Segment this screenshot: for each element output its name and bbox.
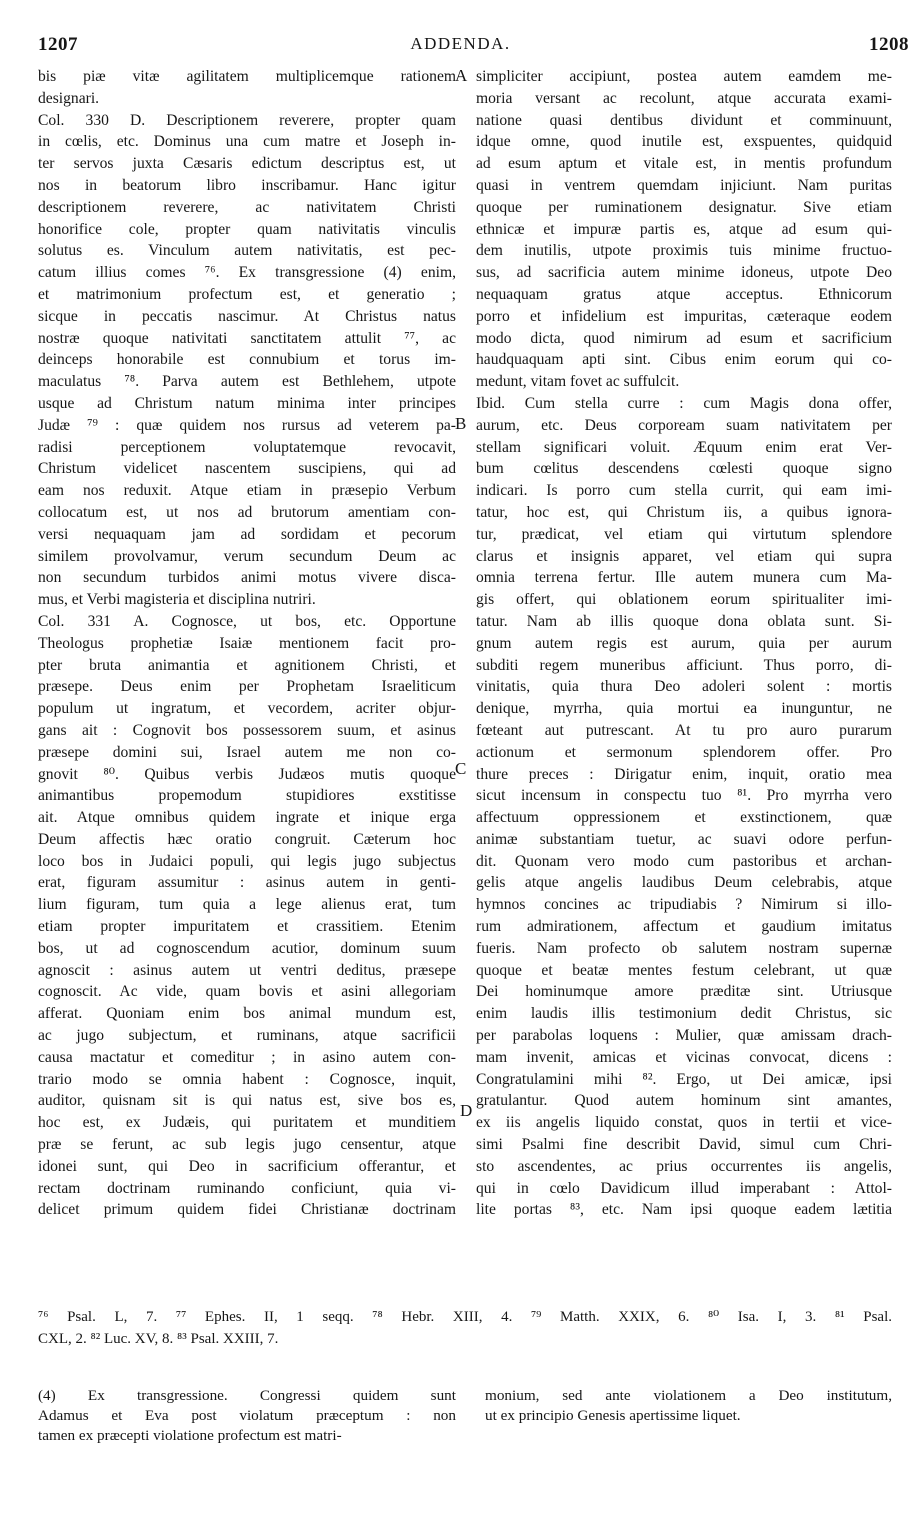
text-line: præsepe domini sui, Israel autem me non co-: [38, 743, 456, 761]
text-line: radisi perceptionem voluptatemque revocavit,: [38, 438, 456, 456]
text-line: cognoscit. Ac vide, quam bovis et asini allegoriam: [38, 983, 456, 1001]
text-line: bis piæ vitæ agilitatem multiplicemque rationem: [38, 68, 456, 85]
text-line: modo dicta, quod nimirum ad esum et sacrificium: [476, 329, 892, 347]
column-marker-b: B: [455, 414, 467, 433]
text-line: nostræ quoque nativitati sanctitatem attulit ⁷⁷, ac: [38, 329, 456, 347]
note-line: (4) Ex transgressione. Congressi quidem sunt: [38, 1387, 456, 1404]
text-line: tur, prædicat, vel etiam qui virtutum splendore: [476, 525, 892, 543]
text-line: simi Psalmi fine describit David, simul cum Chri-: [476, 1136, 892, 1154]
text-line: auditor, quisnam sit is qui natus est, sive bos es,: [38, 1092, 456, 1110]
note-line: tamen ex præcepti violatione profectum est matri-: [38, 1427, 342, 1444]
text-line: Dei hominumque amore præditæ sint. Utriusque: [476, 983, 892, 1001]
text-line: sus, ad sacrificia autem minime idoneus, utpote Deo: [476, 264, 892, 282]
text-line: agnoscit : asinus autem ut ventri deditus, præsepe: [38, 961, 456, 979]
text-line: tatur, hoc est, qui Christum iis, a quibus ignora-: [476, 503, 892, 521]
text-line: gis offert, qui oblationem eorum spiritualiter imi-: [476, 591, 892, 609]
text-line: bos, ut ad cognoscendum acutior, dominum suum: [38, 939, 456, 957]
text-line: ter servos juxta Cæsaris edictum descriptus est, ut: [38, 155, 456, 173]
text-line: thure preces : Dirigatur enim, inquit, oratio mea: [476, 765, 892, 783]
right-column: [476, 66, 892, 1221]
note-line: Adamus et Eva post violatum præceptum : non: [38, 1407, 456, 1424]
text-line: non secundum turbidos animi motus vivere disca-: [38, 569, 456, 587]
text-line: erat, figuram assumitur : asinus autem in genti-: [38, 874, 456, 892]
text-line: Judæ ⁷⁹ : quæ quidem nos rursus ad veterem pa-: [38, 416, 456, 434]
text-line: Theologus prophetiæ Isaiæ mentionem facit pro-: [38, 634, 456, 652]
text-line: lium figuram, tum quia a lege alienus erat, tum: [38, 896, 456, 914]
text-line: similem provolvamur, verum secundum Deum ac: [38, 547, 456, 565]
text-line: ethnicæ et impuræ partis es, atque ad esum qui-: [476, 220, 892, 238]
text-line: natione quasi dentibus dividunt et comminuunt,: [476, 111, 892, 129]
column-marker-d: D: [460, 1101, 473, 1120]
text-line: designari.: [38, 89, 100, 107]
text-line: Christum videlicet nascentem suscipiens, qui ad: [38, 460, 456, 478]
text-line: catum illius comes ⁷⁶. Ex transgressione (4) enim,: [38, 264, 456, 282]
text-line: ad esum aptum et vitale est, in mentis profundum: [476, 155, 892, 173]
text-line: idque omne, quod inutile est, exspuentes, quidquid: [476, 133, 892, 151]
text-line: nos in beatorum libro inscribamur. Hanc igitur: [38, 176, 456, 194]
text-line: gratulantur. Quod autem hominum sint amantes,: [476, 1092, 892, 1110]
text-line: stellam significari voluit. Æquum enim erat Ver-: [476, 438, 892, 456]
text-line: præ se ferunt, ac sub legis jugo censentur, atque: [38, 1136, 456, 1154]
text-line: loco bos in Judaici populi, qui legis jugo subjectus: [38, 852, 456, 870]
text-line: nequaquam gratus atque acceptus. Ethnicorum: [476, 285, 892, 303]
text-line: ac jugo subjectum, et ruminans, atque sacrificii: [38, 1027, 456, 1045]
text-line: lite portas ⁸³, etc. Nam ipsi quoque eadem lætitia: [476, 1201, 892, 1219]
text-line: collocatum est, ut nos ad brutorum amentiam con-: [38, 503, 456, 521]
text-line: rum admirationem, affectum et gaudium imitatus: [476, 918, 892, 936]
text-line: qui in cœlo Davidicum illud imperabant : Attol-: [476, 1179, 892, 1197]
text-line: hoc est, ex Judæis, qui puritatem et munditiem: [38, 1114, 456, 1132]
text-line: tatur. Nam ab illis quoque dona oblata sunt. Si-: [476, 612, 892, 630]
text-line: populum ut ingratum, et vecordem, acriter objur-: [38, 700, 456, 718]
text-line: indicari. Is porro cum stella currit, qui eam imi-: [476, 482, 892, 500]
text-line: actionum et sermonum splendorem offer. Pro: [476, 743, 892, 761]
text-line: et matrimonium profectum est, et generatio ;: [38, 285, 456, 303]
text-line: subditi regem muneribus afficiunt. Thus porro, di-: [476, 656, 892, 674]
text-line: aurum, etc. Deus corpoream suam nativitatem per: [476, 416, 892, 434]
column-marker-c: C: [455, 759, 467, 778]
text-line: versi nequaquam jam ad sordidam et pecorum: [38, 525, 456, 543]
text-line: gelis atque angelis laudibus Deum celebrabis, atque: [476, 874, 892, 892]
text-line: gnovit ⁸⁰. Quibus verbis Judæos mutis quoque: [38, 765, 456, 783]
text-line: eam nos reduxit. Atque etiam in præsepio Verbum: [38, 482, 456, 500]
running-title: ADDENDA.: [410, 34, 511, 53]
footnotes: [38, 1306, 892, 1350]
text-line: quoque et beatæ mentes festum celebrant, ut quæ: [476, 961, 892, 979]
text-line: porro et infidelium est impuritas, cæteraque eodem: [476, 307, 892, 325]
text-line: vinitatis, quia thura Deo adoleri solent : mortis: [476, 678, 892, 696]
text-line: sicque in peccatis nascimur. At Christus natus: [38, 307, 456, 325]
text-line: sto ascendentes, ac prius occurrentes iis angelis,: [476, 1157, 892, 1175]
text-line: animæ substantiam tuetur, ac suavi odore perfun-: [476, 830, 892, 848]
text-line: delicet primum quidem fidei Christianæ doctrinam: [38, 1201, 456, 1219]
column-marker-a: A: [455, 66, 468, 85]
text-line: dit. Quonam vero modo cum pastoribus et archan-: [476, 852, 892, 870]
text-line: Congratulamini mihi ⁸². Ergo, ut Dei amicæ, ipsi: [476, 1070, 892, 1088]
left-page-number: 1207: [38, 34, 78, 55]
text-line: honorifice cole, propter quam nativitatis vinculis: [38, 220, 456, 238]
text-line: denique, myrrha, quia mortui ea inunguntur, ne: [476, 700, 892, 718]
text-line: fœteant aut putrescant. At tu pro auro purarum: [476, 721, 892, 739]
text-line: idonei sunt, qui Deo in sacrificium offerantur, et: [38, 1157, 456, 1175]
text-line: præsepe. Deus enim per Prophetam Israeliticum: [38, 678, 456, 696]
text-line: medunt, vitam fovet ac suffulcit.: [476, 373, 680, 391]
text-line: hymnos concines ac tripudiabis ? Nimirum si illo-: [476, 896, 892, 914]
text-line: pter bruta animantia et agnitionem Christi, et: [38, 656, 456, 674]
note-line: ut ex principio Genesis apertissime liquet.: [485, 1407, 741, 1424]
text-line: bum cœlitus descendens cœlesti quoque signo: [476, 460, 892, 478]
text-line: clarus et insignis apparet, vel etiam qui supra: [476, 547, 892, 565]
text-line: maculatus ⁷⁸. Parva autem est Bethlehem, utpote: [38, 373, 456, 391]
text-line: trario modo se omnia habent : Cognosce, inquit,: [38, 1070, 456, 1088]
text-line: dem inutilis, utpote proximis tuis minime fructuo-: [476, 242, 892, 260]
text-line: omnia terrena fertur. Ille autem munera cum Ma-: [476, 569, 892, 587]
text-line: quasi in ventrem quemdam injiciunt. Nam puritas: [476, 176, 892, 194]
left-column: [38, 66, 456, 1221]
text-line: in cœlis, etc. Dominus una cum matre et Joseph in-: [38, 133, 456, 151]
editor-note-left: [38, 1386, 456, 1446]
text-line: mam invenit, amicas et vicinas convocat, dicens :: [476, 1048, 892, 1066]
text-line: mus, et Verbi magisteria et disciplina nutriri.: [38, 591, 316, 609]
text-line: afferat. Quoniam enim bos animal mundum est,: [38, 1005, 456, 1023]
text-line: deinceps honorabile est connubium et torus im-: [38, 351, 456, 369]
text-line: solutus es. Vinculum autem nativitatis, est pec-: [38, 242, 456, 260]
text-line: Col. 331 A. Cognosce, ut bos, etc. Opportune: [38, 612, 456, 630]
text-line: Col. 330 D. Descriptionem reverere, propter quam: [38, 111, 456, 129]
right-page-number: 1208: [869, 34, 909, 55]
note-line: monium, sed ante violationem a Deo institutum,: [485, 1387, 892, 1404]
text-line: affectuum oppressionem et exstinctionem, quæ: [476, 809, 892, 827]
text-line: animantibus propemodum stupidiores exstitisse: [38, 787, 456, 805]
footnote-line: ⁷⁶ Psal. L, 7. ⁷⁷ Ephes. II, 1 seqq. ⁷⁸ Hebr. XIII, 4. ⁷⁹ Matth. XXIX, 6. ⁸⁰ Isa. I, 3. ⁸¹ Psal.: [38, 1309, 892, 1325]
text-line: Ibid. Cum stella curre : cum Magis dona offer,: [476, 394, 892, 412]
text-line: simpliciter accipiunt, postea autem eamdem me-: [476, 68, 892, 85]
text-line: etiam propter impuritatem et crassitiem. Etenim: [38, 918, 456, 936]
text-line: rectam doctrinam ruminando conficiunt, quia vi-: [38, 1179, 456, 1197]
text-line: sicut incensum in conspectu tuo ⁸¹. Pro myrrha vero: [476, 787, 892, 805]
text-line: moria versant ac recolunt, atque accurata exami-: [476, 89, 892, 107]
text-line: fueris. Nam profecto ob salutem nostram supernæ: [476, 939, 892, 957]
text-line: per parabolas loquens : Mulier, quæ amissam drach-: [476, 1027, 892, 1045]
text-line: causa mactatur et comeditur ; in asino autem con-: [38, 1048, 456, 1066]
text-line: quoque per ruminationem designatur. Sive etiam: [476, 198, 892, 216]
text-line: descriptionem reverere, ac nativitatem Christi: [38, 198, 456, 216]
text-line: haudquaquam apti sint. Cibus enim eorum qui co-: [476, 351, 892, 369]
text-line: Deum affectis hæc oratio congruit. Cæterum hoc: [38, 830, 456, 848]
text-line: gans ait : Cognovit bos possessorem suum, et asinus: [38, 721, 456, 739]
footnote-line: CXL, 2. ⁸² Luc. XV, 8. ⁸³ Psal. XXIII, 7.: [38, 1331, 279, 1347]
editor-note-right: [485, 1386, 892, 1426]
text-line: ex iis angelis liquido constat, quos in tertii et vice-: [476, 1114, 892, 1132]
text-line: gnum autem regis est aurum, quia per aurum: [476, 634, 892, 652]
text-line: enim laudis illis testimonium dedit Christus, sic: [476, 1005, 892, 1023]
text-line: ait. Atque omnibus quidem ingrate et inique erga: [38, 809, 456, 827]
text-line: usque ad Christum natum minima inter principes: [38, 394, 456, 412]
